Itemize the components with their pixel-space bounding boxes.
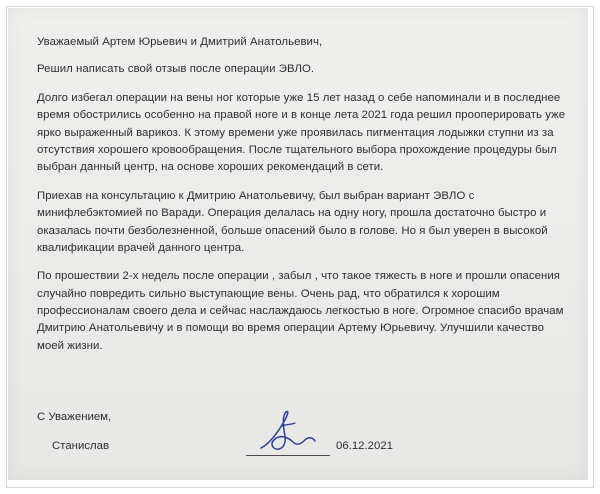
paragraph-line: По прошествии 2-х недель после операции , забыл , что такое тяжесть в ноге и прошли опасения: [37, 270, 561, 283]
paragraph-line: время обострились особенно на правой ноге и в конце лета 2021 года решил прооперировать уже: [37, 109, 566, 122]
paragraph-line: Приехав на консультацию к Дмитрию Анатольевичу, был выбран вариант ЭВЛО с: [37, 189, 475, 202]
paragraph-2: [37, 188, 557, 258]
paragraph-3: [37, 268, 564, 355]
paragraph-line: отсутствия хорошего кровообращения. После тщательного выбора прохождение процедуры был: [37, 143, 557, 156]
letter-date: 06.12.2021: [336, 440, 394, 452]
paragraph-line: случайно повредить сильно выступающие вены. Очень рад, что обратился к хорошим: [37, 287, 500, 300]
paragraph-line: профессионалам своего дела и сейчас наслаждаюсь легкостью в ноге. Огромное спасибо врачам: [37, 305, 564, 318]
paragraph-line: моей жизни.: [37, 339, 103, 352]
intro-line: Решил написать свой отзыв после операции ЭВЛО.: [37, 63, 315, 76]
closing-text: С Уважением,: [37, 411, 112, 423]
handwritten-signature: [255, 404, 325, 456]
paragraph-line: выбран данный центр, на основе хороших рекомендаций в сети.: [37, 161, 384, 174]
paragraph-1: [37, 90, 566, 177]
paragraph-line: Дмитрию Анатольевичу и в помощи во время операции Артему Юрьевичу. Улучшили качество: [37, 322, 544, 335]
paragraph-line: ярко выраженный варикоз. К этому времени уже проявилась пигментация лодыжки ступни из за: [37, 126, 554, 139]
signer-name: Станислав: [52, 440, 110, 452]
paragraph-line: квалификации врачей данного центра.: [37, 241, 245, 254]
paragraph-line: минифлебэктомией по Варади. Операция делалась на одну ногу, прошла достаточно быстро и: [37, 207, 547, 220]
signature-line: [246, 455, 330, 456]
paragraph-line: Долго избегал операции на вены ног которые уже 15 лет назад о себе напоминали и в последнее: [37, 91, 561, 104]
letter-body: [37, 34, 566, 355]
salutation: Уважаемый Артем Юрьевич и Дмитрий Анатольевич,: [37, 36, 323, 48]
paragraph-line: оказалась почти безболезненной, больше опасений было в голове. Но я был уверен в высокой: [37, 224, 548, 237]
